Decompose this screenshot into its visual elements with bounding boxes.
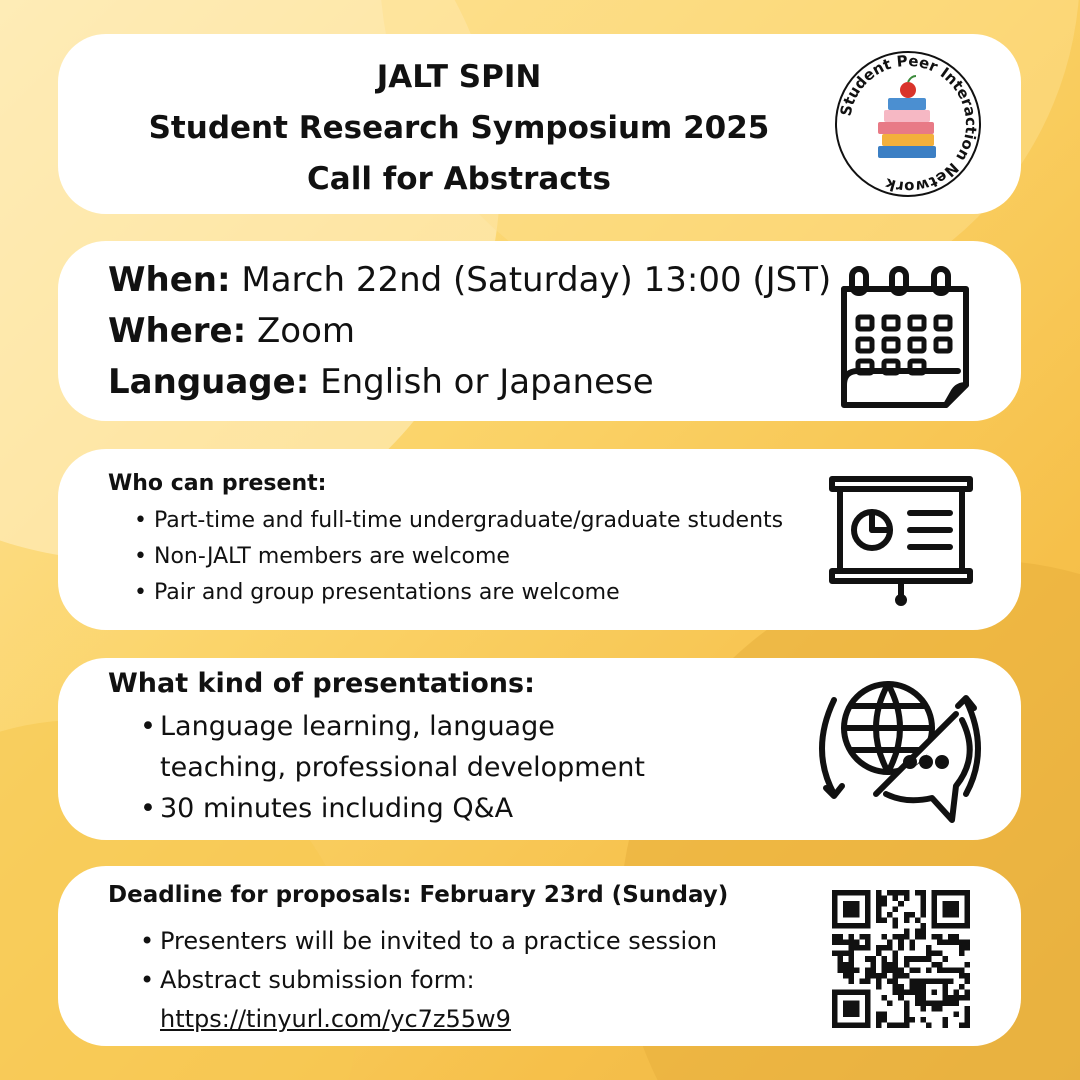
where-label: Where:	[108, 311, 247, 351]
title-card	[58, 34, 1021, 214]
list-item: • Presenters will be invited to a practice session	[134, 922, 754, 961]
calendar-icon	[830, 259, 980, 409]
details-card	[58, 241, 1021, 421]
list-item: • Part-time and full-time undergraduate/graduate students	[128, 503, 818, 539]
globe-speech-translation-icon	[810, 670, 990, 832]
when-value: March 22nd (Saturday) 13:00 (JST)	[241, 260, 832, 300]
list-item: • Language learning, language teaching, professional development	[134, 706, 664, 788]
where-row	[108, 306, 831, 357]
what-heading: What kind of presentations:	[108, 668, 535, 699]
deadline-card	[58, 866, 1021, 1046]
language-row	[108, 357, 831, 408]
when-row	[108, 255, 831, 306]
when-label: When:	[108, 260, 231, 300]
title-block	[78, 52, 840, 205]
spin-logo	[832, 48, 984, 200]
list-item: • Non-JALT members are welcome	[128, 539, 818, 575]
form-label: Abstract submission form:	[160, 966, 475, 994]
who-heading: Who can present:	[108, 471, 327, 496]
who-list	[128, 503, 818, 611]
list-item	[134, 961, 754, 1039]
what-card	[58, 658, 1021, 840]
event-org: JALT SPIN	[376, 59, 542, 95]
where-value: Zoom	[257, 311, 356, 351]
language-value: English or Japanese	[320, 362, 654, 402]
list-item: • Pair and group presentations are welcome	[128, 575, 818, 611]
language-label: Language:	[108, 362, 310, 402]
event-subtitle: Call for Abstracts	[307, 161, 611, 197]
event-title: Student Research Symposium 2025	[148, 110, 770, 146]
deadline-list	[134, 922, 754, 1039]
list-item: • 30 minutes including Q&A	[134, 788, 664, 829]
svg-text:Student Peer Interaction Netwo: Student Peer Interaction Network	[836, 51, 981, 197]
qr-code-icon[interactable]	[832, 890, 970, 1028]
deadline-heading: Deadline for proposals: February 23rd (Sunday)	[108, 882, 729, 908]
what-list	[134, 706, 664, 829]
presentation-board-icon	[828, 473, 976, 607]
who-card	[58, 449, 1021, 630]
submission-link[interactable]: https://tinyurl.com/yc7z55w9	[160, 1005, 511, 1033]
